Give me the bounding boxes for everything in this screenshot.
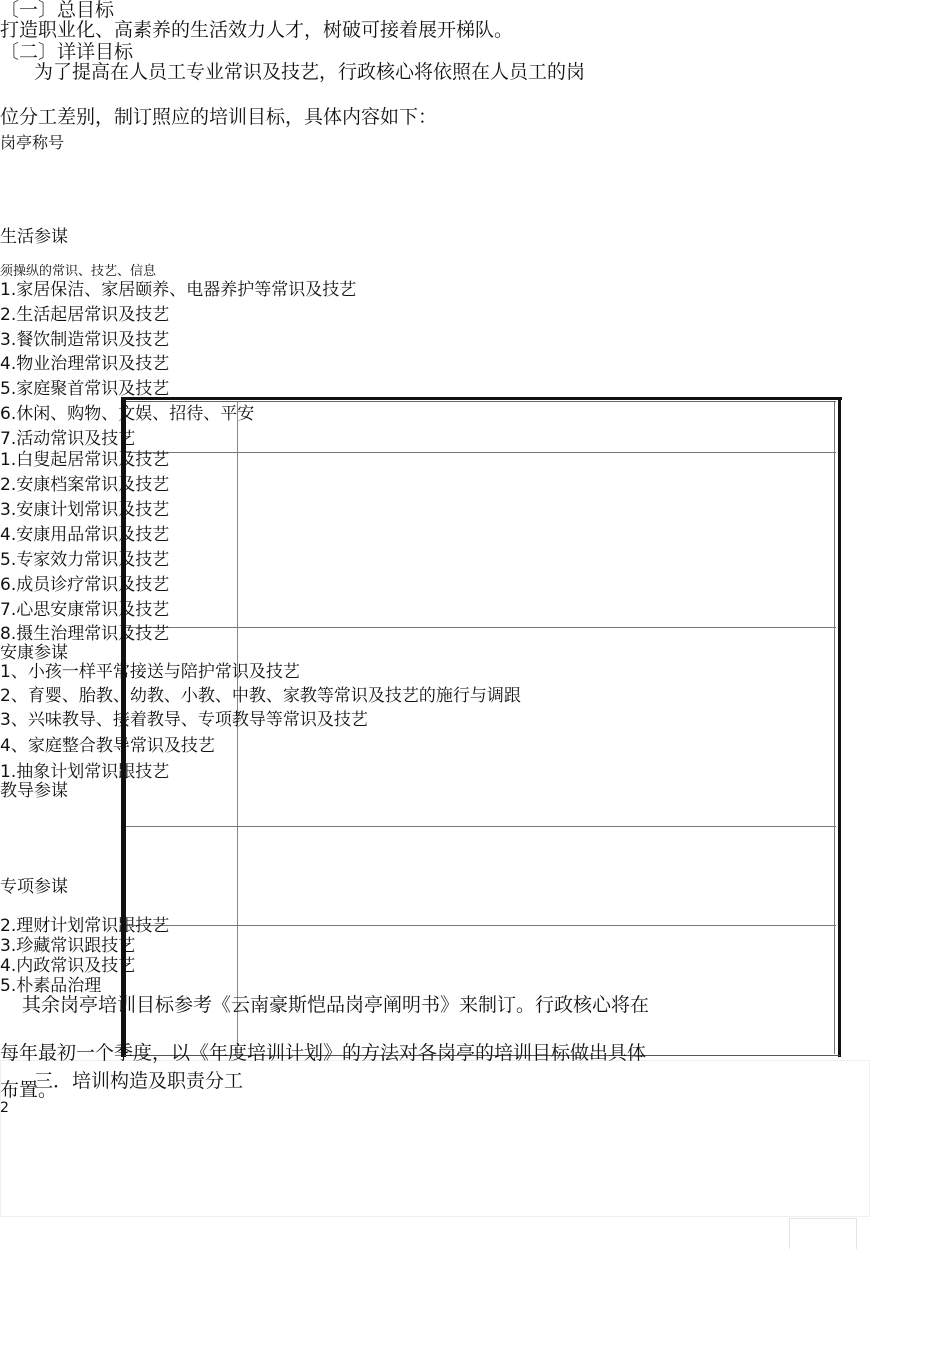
table-right-inner-border: [834, 402, 835, 1054]
education-item: 4、家庭整合教导常识及技艺: [0, 736, 215, 756]
health-item: 8.摄生治理常识及技艺: [0, 624, 170, 644]
total-goal-text: 打造职业化、高素养的生活效力人才，树破可接着展开梯队。: [0, 19, 514, 41]
education-item: 3、兴味教导、接着教导、专项教导等常识及技艺: [0, 710, 368, 730]
education-item: 2、育婴、胎教、幼教、小教、中教、家教等常识及技艺的施行与调跟: [0, 686, 521, 706]
special-item: 5.朴素品治理: [0, 976, 102, 996]
page-number: 2: [0, 1100, 9, 1116]
health-item: 3.安康计划常识及技艺: [0, 500, 170, 520]
role-special-advisor: 专项参谋: [0, 877, 68, 897]
intro-line-2: 位分工差别，制订照应的培训目标，具体内容如下：: [0, 106, 438, 128]
closing-line-1: 其余岗亭培训目标参考《云南豪斯恺品岗亭阐明书》来制订。行政核心将在: [22, 994, 650, 1016]
life-item: 4.物业治理常识及技艺: [0, 354, 170, 374]
heading-total-goal: 〔一〕总目标: [0, 0, 115, 21]
table-header-post: 岗亭称号: [0, 133, 65, 152]
table-inner-top-border: [126, 401, 836, 402]
closing-line-2: 每年最初一个季度，以《年度培训计划》的方法对各岗亭的培训目标做出具体: [0, 1042, 647, 1064]
intro-line-1: 为了提高在人员工专业常识及技艺，行政核心将依照在人员工的岗: [34, 61, 586, 83]
health-item: 7.心思安康常识及技艺: [0, 600, 170, 620]
health-item: 5.专家效力常识及技艺: [0, 550, 170, 570]
education-item: 1、小孩一样平常接送与陪护常识及技艺: [0, 662, 300, 682]
table-row-divider-4: [126, 925, 836, 926]
special-item: 4.内政常识及技艺: [0, 956, 136, 976]
table-right-border: [838, 397, 841, 1057]
closing-line-3: 布置。: [0, 1079, 58, 1101]
life-item: 6.休闲、购物、文娱、招待、平安: [0, 404, 255, 424]
life-item: 2.生活起居常识及技艺: [0, 305, 170, 325]
table-row-divider-2: [126, 627, 836, 628]
role-life-advisor: 生活参谋: [0, 227, 68, 247]
health-item: 4.安康用品常识及技艺: [0, 525, 170, 545]
heading-detail-goal: 〔二〕详详目标: [0, 41, 134, 63]
life-item: 5.家庭聚首常识及技艺: [0, 379, 170, 399]
health-item: 1.白叟起居常识及技艺: [0, 450, 170, 470]
special-item: 2.理财计划常识跟技艺: [0, 916, 170, 936]
life-item: 3.餐饮制造常识及技艺: [0, 330, 170, 350]
health-item: 6.成员诊疗常识及技艺: [0, 575, 170, 595]
faint-box-small: [789, 1218, 857, 1249]
life-item: 7.活动常识及技艺: [0, 429, 136, 449]
table-header-skills: 须操纵的常识、技艺、信息: [0, 264, 157, 279]
role-health-advisor: 安康参谋: [0, 643, 68, 663]
special-item: 3.珍藏常识跟技艺: [0, 936, 136, 956]
table-top-border: [122, 397, 842, 400]
table-row-divider-3: [126, 826, 836, 827]
next-section-heading: 三．培训构造及职责分工: [34, 1070, 244, 1092]
life-item: 1.家居保洁、家居颐养、电器养护等常识及技艺: [0, 280, 357, 300]
table-row-divider-1: [126, 452, 836, 453]
special-item: 1.抽象计划常识跟技艺: [0, 762, 170, 782]
health-item: 2.安康档案常识及技艺: [0, 475, 170, 495]
role-education-advisor: 教导参谋: [0, 781, 68, 801]
